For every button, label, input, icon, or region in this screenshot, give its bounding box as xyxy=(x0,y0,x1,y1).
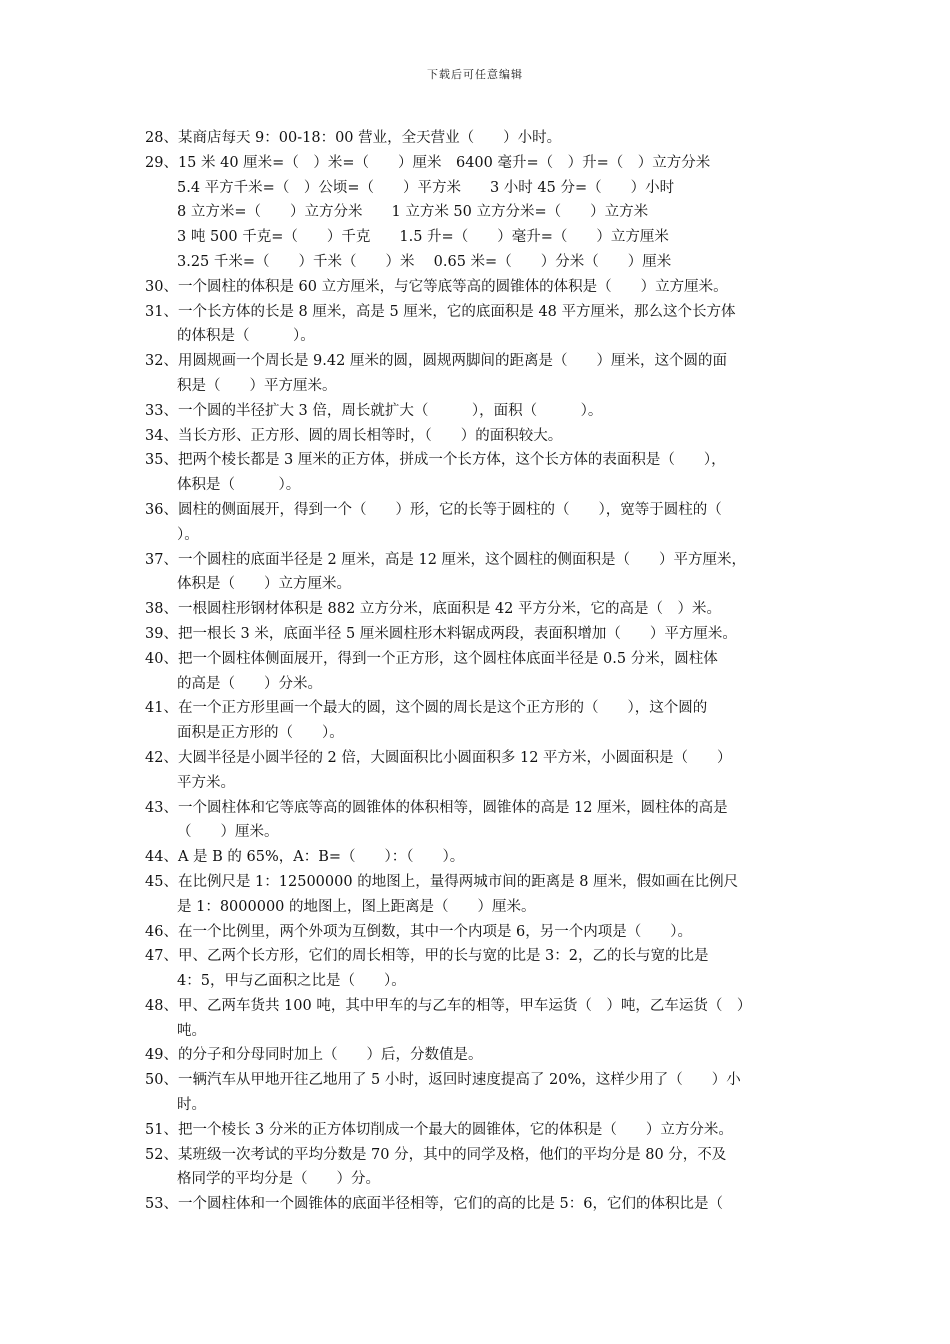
question-line: 45、在比例尺是 1：12500000 的地图上，量得两城市间的距离是 8 厘米，假如画在比例尺 xyxy=(145,873,739,890)
question-line: 36、圆柱的侧面展开，得到一个（ ）形，它的长等于圆柱的（ ），宽等于圆柱的（ xyxy=(145,501,722,518)
question-list xyxy=(145,126,825,1217)
question-line: 47、甲、乙两个长方形，它们的周长相等，甲的长与宽的比是 3：2，乙的长与宽的比是 xyxy=(145,948,709,965)
question-line: 53、一个圆柱体和一个圆锥体的底面半径相等，它们的高的比是 5：6，它们的体积比是（ xyxy=(145,1196,724,1213)
question-line: 35、把两个棱长都是 3 厘米的正方体，拼成一个长方体，这个长方体的表面积是（ ）， xyxy=(145,452,726,469)
question-line: 29、15 米 40 厘米=（ ）米=（ ）厘米 6400 毫升=（ ）升=（ ）立方分米 xyxy=(145,154,711,171)
question-line: 34、当长方形、正方形、圆的周长相等时，（ ）的面积较大。 xyxy=(145,427,563,444)
question-line: 39、把一根长 3 米，底面半径 5 厘米圆柱形木料锯成两段，表面积增加（ ）平方厘米。 xyxy=(145,625,737,642)
question-continuation-line: 的高是（ ）分米。 xyxy=(177,675,322,692)
question-line: 48、甲、乙两车货共 100 吨，其中甲车的与乙车的相等，甲车运货（ ）吨，乙车运货（ ） xyxy=(145,997,752,1014)
question-line: 30、一个圆柱的体积是 60 立方厘米，与它等底等高的圆锥体的体积是（ ）立方厘米。 xyxy=(145,278,728,295)
question-continuation-line: （ ）厘米。 xyxy=(177,824,279,841)
question-continuation-line: 格同学的平均分是（ ）分。 xyxy=(177,1171,380,1188)
question-continuation-line: 平方米。 xyxy=(177,774,235,791)
question-continuation-line: 3 吨 500 千克=（ ）千克 1.5 升=（ ）毫升=（ ）立方厘米 xyxy=(177,229,669,246)
question-line: 33、一个圆的半径扩大 3 倍，周长就扩大（ ），面积（ ）。 xyxy=(145,402,603,419)
question-line: 50、一辆汽车从甲地开往乙地用了 5 小时，返回时速度提高了 20%，这样少用了（ ）小 xyxy=(145,1072,741,1089)
question-line: 51、把一个棱长 3 分米的正方体切削成一个最大的圆锥体，它的体积是（ ）立方分米。 xyxy=(145,1121,733,1138)
question-continuation-line: 是 1：8000000 的地图上，图上距离是（ ）厘米。 xyxy=(177,898,536,915)
question-line: 42、大圆半径是小圆半径的 2 倍，大圆面积比小圆面积多 12 平方米，小圆面积是（ ） xyxy=(145,749,732,766)
page-header: 下载后可任意编辑 xyxy=(427,68,523,81)
question-line: 31、一个长方体的长是 8 厘米，高是 5 厘米，它的底面积是 48 平方厘米，那么这个长方体 xyxy=(145,303,736,320)
question-line: 40、把一个圆柱体侧面展开，得到一个正方形，这个圆柱体底面半径是 0.5 分米，圆柱体 xyxy=(145,650,718,667)
question-continuation-line: 面积是正方形的（ ）。 xyxy=(177,725,344,742)
question-line: 43、一个圆柱体和它等底等高的圆锥体的体积相等，圆锥体的高是 12 厘米，圆柱体的高是 xyxy=(145,799,728,816)
question-continuation-line: 时。 xyxy=(177,1097,206,1114)
question-continuation-line: 8 立方米=（ ）立方分米 1 立方米 50 立方分米=（ ）立方米 xyxy=(177,204,649,221)
question-continuation-line: 体积是（ ）。 xyxy=(177,477,301,494)
question-continuation-line: ）。 xyxy=(177,526,199,543)
question-line: 41、在一个正方形里画一个最大的圆，这个圆的周长是这个正方形的（ ），这个圆的 xyxy=(145,700,708,717)
question-line: 28、某商店每天 9：00-18：00 营业，全天营业（ ）小时。 xyxy=(145,130,562,146)
question-continuation-line: 的体积是（ ）。 xyxy=(177,328,315,345)
question-line: 38、一根圆柱形钢材体积是 882 立方分米，底面积是 42 平方分米，它的高是（ ）米。 xyxy=(145,601,722,618)
question-line: 52、某班级一次考试的平均分数是 70 分，其中的同学及格，他们的平均分是 80 分，不及 xyxy=(145,1146,727,1163)
question-continuation-line: 吨。 xyxy=(177,1022,206,1039)
question-line: 49、的分子和分母同时加上（ ）后，分数值是。 xyxy=(145,1047,483,1064)
question-line: 32、用圆规画一个周长是 9.42 厘米的圆，圆规两脚间的距离是（ ）厘米，这个圆的面 xyxy=(145,353,727,370)
question-line: 46、在一个比例里，两个外项为互倒数，其中一个内项是 6，另一个内项是（ ）。 xyxy=(145,923,693,940)
question-line: 37、一个圆柱的底面半径是 2 厘米，高是 12 厘米，这个圆柱的侧面积是（ ）平方厘米， xyxy=(145,551,747,568)
question-continuation-line: 4：5，甲与乙面积之比是（ ）。 xyxy=(177,973,406,990)
question-line: 44、A 是 B 的 65%，A：B=（ ）：（ ）。 xyxy=(145,849,465,866)
question-continuation-line: 积是（ ）平方厘米。 xyxy=(177,377,337,394)
question-continuation-line: 5.4 平方千米=（ ）公顷=（ ）平方米 3 小时 45 分=（ ）小时 xyxy=(177,179,675,196)
question-continuation-line: 3.25 千米=（ ）千米（ ）米 0.65 米=（ ）分米（ ）厘米 xyxy=(177,253,672,270)
question-continuation-line: 体积是（ ）立方厘米。 xyxy=(177,576,351,593)
